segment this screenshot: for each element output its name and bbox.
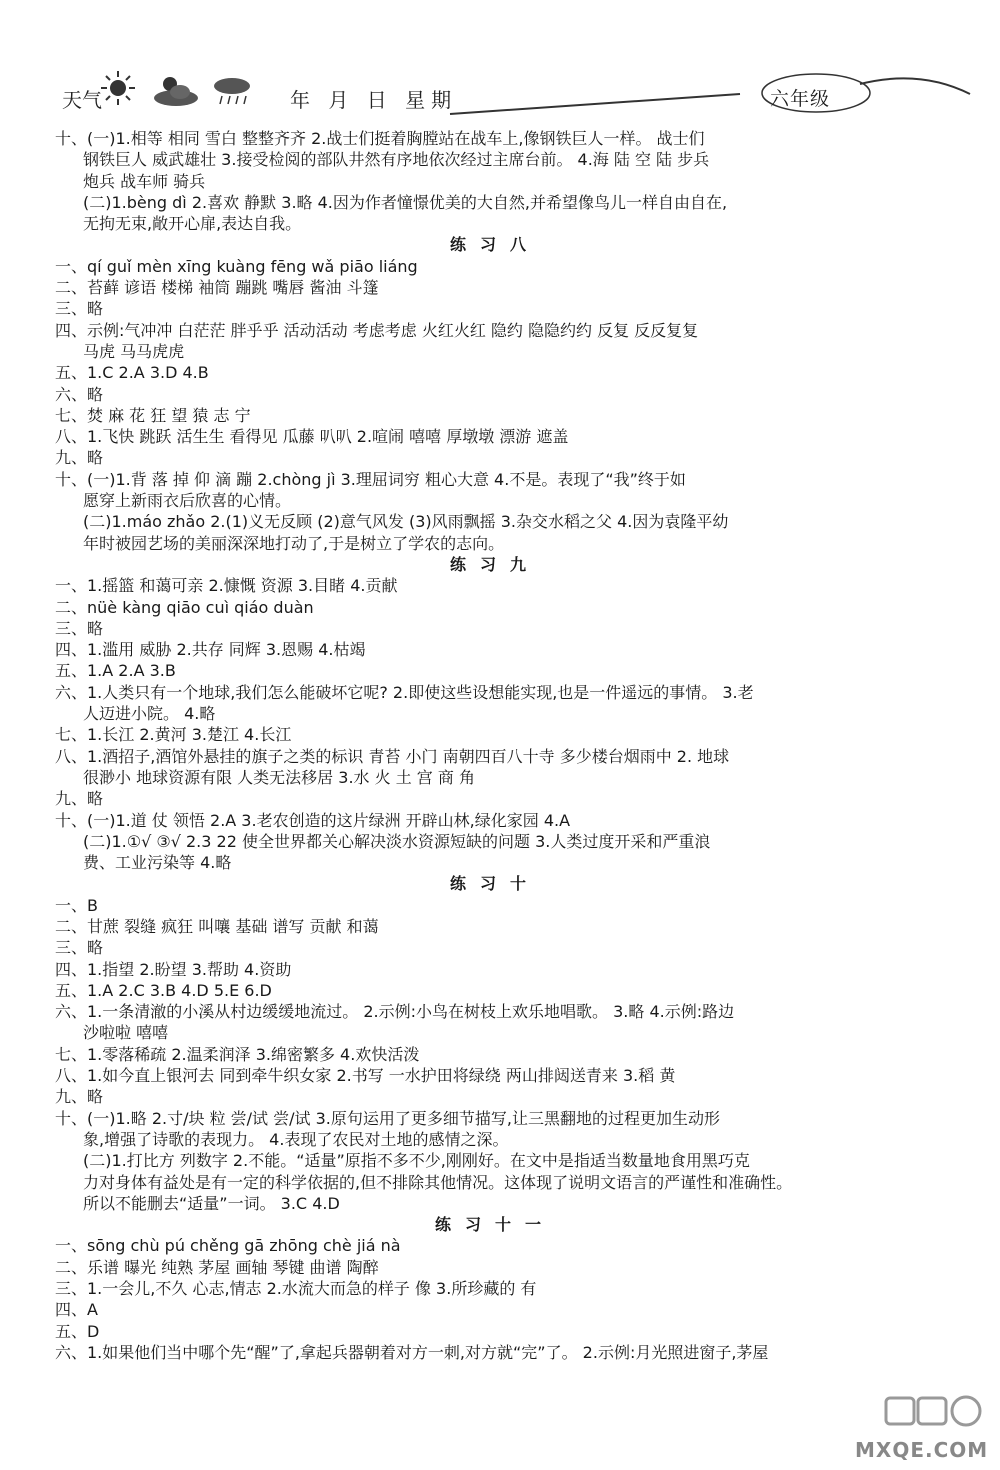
answer-line: 所以不能删去“适量”一词。 3.C 4.D [83,1193,340,1213]
answer-line: (二)1.bèng dì 2.喜欢 静默 3.略 4.因为作者憧憬优美的大自然,并希望像鸟儿一样自由自在, [83,192,728,212]
answer-line: 二、nüè kàng qiāo cuì qiáo duàn [55,597,314,617]
answer-line: 六、略 [55,384,104,404]
cloud-sun-icon [150,72,200,108]
answer-line: 年时被园艺场的美丽深深地打动了,于是树立了学农的志向。 [83,533,505,553]
answer-line: 七、焚 麻 花 狂 望 猿 志 宁 [55,405,251,425]
answer-line: 八、1.如今直上银河去 同到牵牛织女家 2.书写 一水护田将绿绕 两山排闼送青来 3.稻 黄 [55,1066,676,1086]
answer-line: 炮兵 战车师 骑兵 [83,171,206,191]
answer-content [55,128,935,1363]
answer-line: 马虎 马马虎虎 [83,341,185,361]
answer-line: 三、略 [55,938,104,958]
answer-line: 五、1.A 2.C 3.B 4.D 5.E 6.D [55,980,272,1000]
answer-line: 二、乐谱 曝光 纯熟 茅屋 画轴 琴键 曲谱 陶醉 [55,1257,379,1277]
answer-line: (二)1.máo zhǎo 2.(1)义无反顾 (2)意气风发 (3)风雨飘摇 3.杂交水稻之父 4.因为袁隆平幼 [83,512,729,532]
answer-line: 一、1.摇篮 和蔼可亲 2.慷慨 资源 3.目睹 4.贡献 [55,576,398,596]
section-title: 练习九 [449,554,540,574]
answer-line: 二、苔藓 谚语 楼梯 袖筒 蹦跳 嘴唇 酱油 斗篷 [55,278,379,298]
section-title: 练习十一 [434,1215,555,1235]
header-decoration [440,64,1000,124]
section-title: 练习八 [449,235,540,255]
rain-icon [210,72,256,108]
answer-line: 二、甘蔗 裂缝 疯狂 叫嚷 基础 谱写 贡献 和蔼 [55,916,379,936]
answer-line: 八、1.飞快 跳跃 活生生 看得见 瓜藤 叭叭 2.喧闹 嘻嘻 厚墩墩 漂游 遮盖 [55,427,569,447]
answer-line: 八、1.酒招子,酒馆外悬挂的旗子之类的标识 青苔 小门 南朝四百八十寺 多少楼台烟雨中 2. 地球 [55,746,730,766]
answer-line: 力对身体有益处是有一定的科学依据的,但不排除其他情况。这体现了说明文语言的严谨性和准确性。 [83,1172,793,1192]
answer-line: 人迈进小院。 4.略 [83,704,216,724]
answer-line: 三、略 [55,618,104,638]
date-label: 年 月 日 星期 [290,88,458,112]
answer-line: 七、1.零落稀疏 2.温柔润泽 3.绵密繁多 4.欢快活泼 [55,1044,420,1064]
watermark-url: MXQE.COM [855,1438,989,1462]
answer-line: 五、1.C 2.A 3.D 4.B [55,363,209,383]
answer-line: 四、1.指望 2.盼望 3.帮助 4.资助 [55,959,292,979]
sun-icon [100,70,136,106]
answer-line: 七、1.长江 2.黄河 3.楚江 4.长江 [55,725,292,745]
answer-line: 四、A [55,1300,98,1320]
answer-line: 三、略 [55,299,104,319]
answer-line: 五、D [55,1321,100,1341]
answer-line: 费、工业污染等 4.略 [83,853,232,873]
answer-line: 十、(一)1.相等 相同 雪白 整整齐齐 2.战士们挺着胸膛站在战车上,像钢铁巨人一样。 战士们 [55,129,705,148]
answer-line: 九、略 [55,789,104,809]
answer-line: 很渺小 地球资源有限 人类无法移居 3.水 火 土 宫 商 角 [83,767,475,787]
answer-line: 一、sōng chù pú chěng gā zhōng chè jiá nà [55,1236,401,1256]
answer-line: (二)1.打比方 列数字 2.不能。“适量”原指不多不少,刚刚好。在文中是指适当数量地食用黑巧克 [83,1151,750,1171]
answer-line: 十、(一)1.背 落 掉 仰 滴 蹦 2.chòng jì 3.理屈词穷 粗心大意 4.不是。表现了“我”终于如 [55,469,686,489]
answer-line: 四、示例:气冲冲 白茫茫 胖乎乎 活动活动 考虑考虑 火红火红 隐约 隐隐约约 反复 反反复复 [55,320,699,340]
answer-line: 六、1.一条清澈的小溪从村边缓缓地流过。 2.示例:小鸟在树枝上欢乐地唱歌。 3.略 4.示例:路边 [55,1002,735,1022]
answer-line: 无拘无束,敞开心扉,表达自我。 [83,214,302,234]
answer-line: 钢铁巨人 威武雄壮 3.接受检阅的部队井然有序地依次经过主席台前。 4.海 陆 空 陆 步兵 [83,150,710,170]
answer-line: 十、(一)1.道 仗 领悟 2.A 3.老农创造的这片绿洲 开辟山林,绿化家园 4.A [55,810,571,830]
answer-line: 一、qí guǐ mèn xīng kuàng fēng wǎ piāo liáng [55,256,418,276]
answer-line: 五、1.A 2.A 3.B [55,661,176,681]
answer-line: 象,增强了诗歌的表现力。 4.表现了农民对土地的感情之深。 [83,1129,509,1149]
answer-line: 一、B [55,895,98,915]
page-header [0,0,1000,125]
answer-line: 沙啦啦 嘻嘻 [83,1023,169,1043]
answer-line: 四、1.滥用 威胁 2.共存 同辉 3.恩赐 4.枯竭 [55,640,366,660]
answer-line: 三、1.一会儿,不久 心志,情志 2.水流大而急的样子 像 3.所珍藏的 有 [55,1279,537,1299]
answer-line: 六、1.如果他们当中哪个先“醒”了,拿起兵器朝着对方一刺,对方就“完”了。 2.示例:月光照进窗子,茅屋 [55,1342,769,1362]
weather-label: 天气 [62,88,102,112]
section-title: 练习十 [449,874,540,894]
answer-line: (二)1.①√ ③√ 2.3 22 使全世界都关心解决淡水资源短缺的问题 3.人类过度开采和严重浪 [83,831,711,851]
answer-line: 六、1.人类只有一个地球,我们怎么能破坏它呢? 2.即使这些设想能实现,也是一件遥远的事情。 3.老 [55,682,754,702]
answer-line: 九、略 [55,448,104,468]
grade-label: 六年级 [770,88,831,110]
answer-line: 十、(一)1.略 2.寸/块 粒 尝/试 尝/试 3.原句运用了更多细节描写,让三黑翻地的过程更加生动形 [55,1108,720,1128]
answer-line: 愿穿上新雨衣后欣喜的心情。 [83,491,292,511]
answer-line: 九、略 [55,1087,104,1107]
